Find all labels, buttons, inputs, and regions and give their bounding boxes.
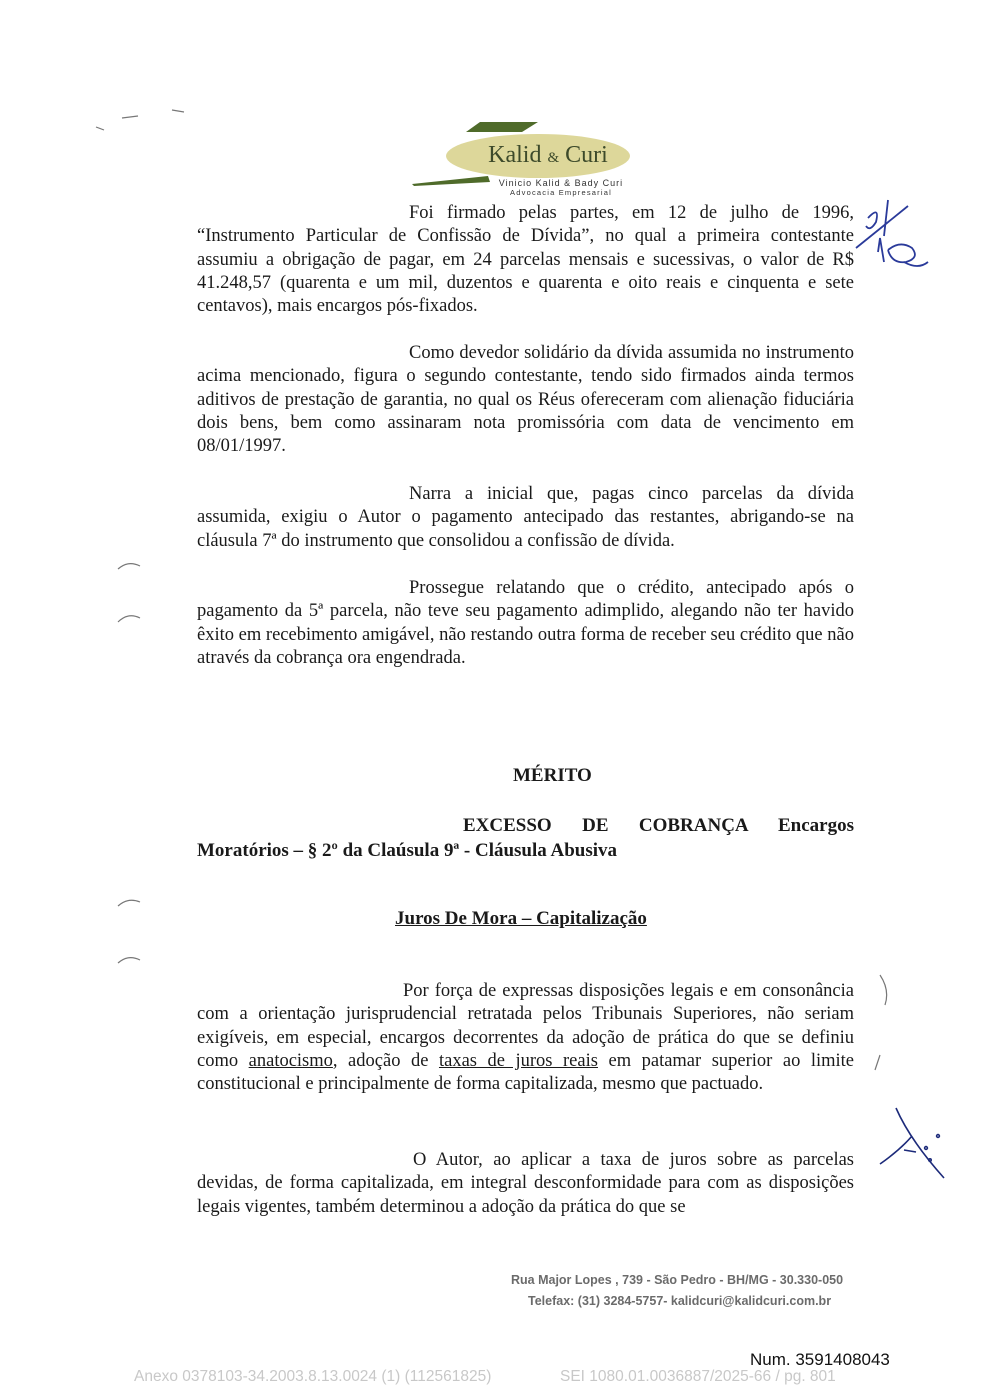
- paragraph-3: Narra a inicial que, pagas cinco parcelas da dívida assumida, exigiu o Autor o pagamento antecipado das restantes, abrigando-se na cláusula 7ª do instrumento que consolidou a confissão de dívida.: [197, 484, 854, 551]
- watermark-left: Anexo 0378103-34.2003.8.13.0024 (1) (112561825): [134, 1368, 492, 1385]
- footer-address: Rua Major Lopes , 739 - São Pedro - BH/MG - 30.330-050: [511, 1273, 844, 1287]
- paragraph-2: Como devedor solidário da dívida assumida no instrumento acima mencionado, figura o segundo contestante, tendo sido firmados ainda termos aditivos de prestação de garantia, no qual os Réus ofereceram com alienação fiduciária dois bens, bem como assinaram nota promissória com data de vencimento em 08/01/1997.: [197, 343, 854, 457]
- paragraph-5: Por força de expressas disposições legais e em consonância com a orientação jurisprudencial retratada pelos Tribunais Superiores, não seriam exigíveis, em especial, encargos decorrentes da adoção de prática do que se definiu como anatocismo, adoção de taxas de juros reais em patamar superior ao limite constitucional e principalmente de forma capitalizada, mesmo que pactuado.: [197, 981, 855, 1095]
- document-number: Num. 3591408043: [750, 1350, 890, 1369]
- merito-heading: MÉRITO: [513, 765, 592, 786]
- logo-subtitle: Vinicio Kalid & Bady Curi Advocacia Empresarial: [498, 178, 624, 197]
- logo-name: Kalid & Curi: [488, 142, 608, 168]
- juros-heading: Juros De Mora – Capitalização: [395, 908, 647, 929]
- company-logo: [410, 120, 650, 202]
- watermark-right: SEI 1080.01.0036887/2025-66 / pg. 801: [560, 1368, 836, 1385]
- paragraph-1: Foi firmado pelas partes, em 12 de julho de 1996, “Instrumento Particular de Confissão de Dívida”, no qual a primeira contestante assumiu a obrigação de pagar, em 24 parcelas mensais e sucessivas, o valor de R$ 41.248,57 (quarenta e um mil, duzentos e quarenta e oito reais e cinquenta e sete centavos), mais encargos pós-fixados.: [197, 203, 854, 317]
- paragraph-6: O Autor, ao aplicar a taxa de juros sobre as parcelas devidas, de forma capitalizada, em integral desconformidade para com as disposições legais vigentes, também determinou a adoção da prática do que se: [197, 1150, 854, 1217]
- paragraph-4: Prossegue relatando que o crédito, antecipado após o pagamento da 5ª parcela, não teve seu pagamento adimplido, alegando não ter havido êxito em recebimento amigável, não restando outra forma de receber seu crédito que não através da cobrança ora engendrada.: [197, 578, 854, 668]
- excesso-heading: EXCESSO DE COBRANÇA Encargos Moratórios – § 2º da Claúsula 9ª - Cláusula Abusiva: [197, 815, 854, 861]
- footer-contact: Telefax: (31) 3284-5757- kalidcuri@kalidcuri.com.br: [528, 1294, 832, 1308]
